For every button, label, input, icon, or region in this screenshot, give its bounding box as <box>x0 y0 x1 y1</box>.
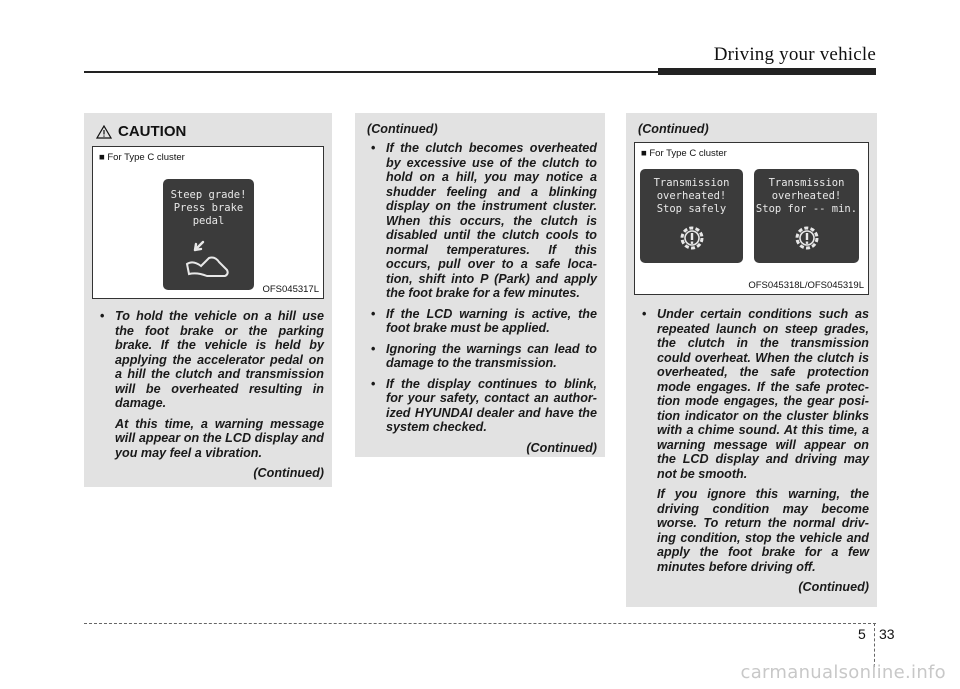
continued-paragraph: If you ignore this warning, the driving condition may become worse. To return the normal driv-ing condition, stop the vehicle and apply the foot brake for a few minutes before driving off. <box>657 487 869 574</box>
caution-panel <box>84 113 332 487</box>
continued-label: (Continued) <box>253 466 324 480</box>
page-number: 33 <box>879 626 895 642</box>
lcd-line: Stop for -- min. <box>755 203 858 215</box>
continued-panel-2 <box>355 113 605 457</box>
gear-warning-icon <box>792 223 822 253</box>
chapter-number: 5 <box>858 626 866 642</box>
caution-bullet: • To hold the vehicle on a hill use the foot brake or the parking brake. If the vehicle is held by applying the accelerator pedal on a hill the clutch and transmission will be overheated resulting in damage. <box>92 309 324 411</box>
section-title: Driving your vehicle <box>713 44 876 65</box>
continued-label: (Continued) <box>526 440 597 455</box>
continued-panel-3 <box>626 113 877 607</box>
lcd-line: Steep grade! <box>170 189 247 201</box>
lcd-line: overheated! <box>771 190 842 202</box>
gear-warning-icon <box>677 223 707 253</box>
figure-code: OFS045318L/OFS045319L <box>748 280 864 291</box>
list-item: • Under certain conditions such as repeated launch on steep grades, the clutch in the transmission could overheat. When the clutch is overheated, the safe protection mode engages. If the safe protec-tion mode engages, the gear posi-tion indicator on the cluster blinks with a chime sound. At this time, a warning message will appear on the LCD display and driving may not be smooth. <box>634 307 869 481</box>
figure-type-label: ■ For Type C cluster <box>99 152 185 163</box>
lcd-line: Stop safely <box>656 203 727 215</box>
footer-rule <box>84 623 876 624</box>
lcd-display-stop-for-min <box>754 169 859 263</box>
list-item: • Ignoring the warnings can lead to damage to the transmission. <box>363 342 597 371</box>
figure-transmission-overheated <box>634 142 869 295</box>
page-divider <box>874 623 875 667</box>
figure-type-label: ■ For Type C cluster <box>641 148 727 159</box>
lcd-display-steep-grade <box>163 179 254 290</box>
list-item: • If the clutch becomes overheated by excessive use of the clutch to hold on a hill, you may notice a shudder feeling and a blinking display on the instrument cluster. When this occurs, the clutch is disabled until the clutch cools to normal temperatures. If this occurs, pull over to a safe loca-tion, shift into P (Park) and apply the foot brake for a few minutes. <box>363 141 597 301</box>
header-rule <box>84 71 658 73</box>
watermark: carmanualsonline.info <box>740 662 946 683</box>
lcd-line: pedal <box>192 215 225 227</box>
warning-triangle-icon <box>96 125 112 139</box>
lcd-line: Transmission <box>653 177 730 189</box>
lcd-line: Transmission <box>768 177 845 189</box>
continued-heading: (Continued) <box>367 122 438 136</box>
continued-label: (Continued) <box>798 580 869 594</box>
list-item: • If the display continues to blink, for your safety, contact an author-ized HYUNDAI dealer and have the system checked. <box>363 377 597 435</box>
lcd-display-stop-safely <box>640 169 743 263</box>
caution-heading <box>96 123 324 140</box>
caution-paragraph: At this time, a warning message will appear on the LCD display and you may feel a vibration. <box>115 416 324 460</box>
continued-heading: (Continued) <box>638 122 709 136</box>
lcd-line: overheated! <box>656 190 727 202</box>
figure-code: OFS045317L <box>262 284 319 295</box>
header-rule-accent <box>658 68 876 75</box>
list-item: • If the LCD warning is active, the foot brake must be applied. <box>363 307 597 336</box>
figure-steep-grade <box>92 146 324 299</box>
lcd-line: Press brake <box>173 202 244 214</box>
caution-label: CAUTION <box>118 123 187 140</box>
brake-pedal-icon <box>183 238 235 280</box>
